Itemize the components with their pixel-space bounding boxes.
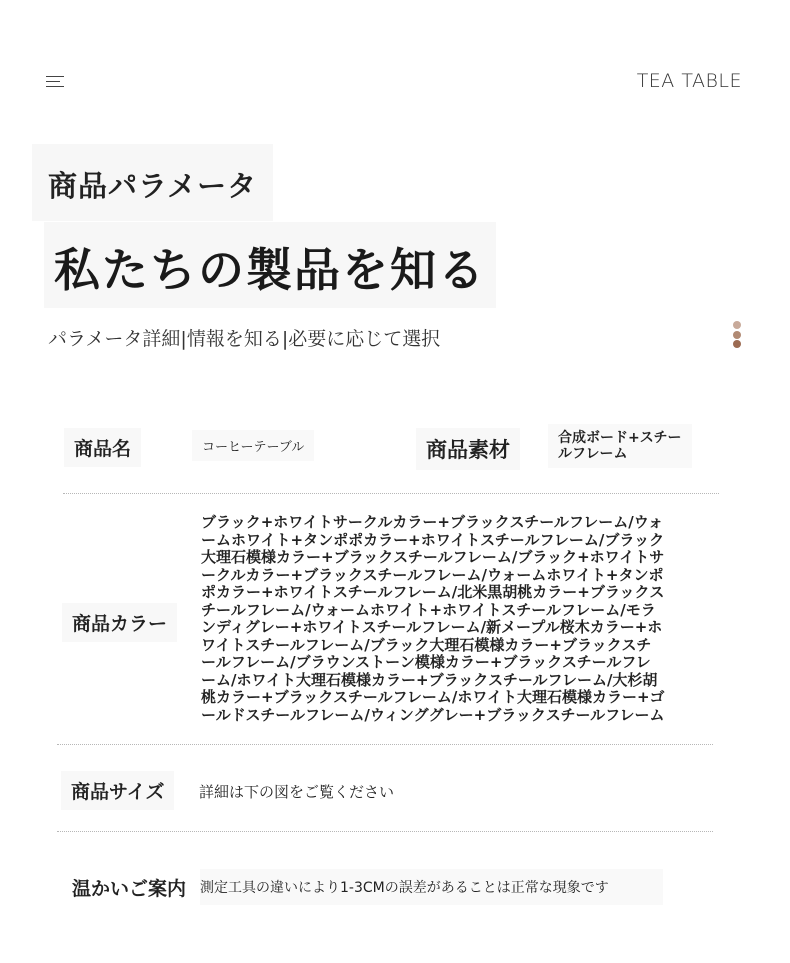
divider-2 bbox=[57, 744, 713, 745]
notice-label: 温かいご案内 bbox=[72, 878, 187, 900]
hero-subtitle: 商品パラメータ bbox=[32, 144, 273, 221]
product-color-value: ブラック+ホワイトサークルカラー+ブラックスチールフレーム/ウォームホワイト+タンポポカラー+ホワイトスチールフレーム/ブラック大理石模様カラー+ブラックスチールフレーム/ブラック+ホワイトサークルカラー+ブラックスチールフレーム/ウォームホワイト+タンポポカラー+ホワイトスチールフレーム/北米黒胡桃カラー+ブラックスチールフレーム/ウォームホワイト+ホワイトスチールフレーム/モランディグレー+ホワイトスチールフレーム/新メープル桜木カラー+ホワイトスチールフレーム/ブラック大理石模様カラー+ブラックスチールフレーム/ブラウンストーン模様カラー+ブラックスチールフレーム/ホワイト大理石模様カラー+ブラックスチールフレーム/大杉胡桃カラー+ブラックスチールフレーム/ホワイト大理石模様カラー+ゴールドスチールフレーム/ウィンググレー+ブラックスチールフレーム bbox=[201, 513, 665, 724]
product-color-label: 商品カラー bbox=[62, 603, 177, 642]
product-size-value: 詳細は下の図をご覧ください bbox=[199, 783, 395, 801]
divider-1 bbox=[63, 493, 719, 494]
product-material-value: 合成ボード+スチールフレーム bbox=[548, 424, 692, 468]
dot-1 bbox=[733, 321, 741, 329]
hero-title: 私たちの製品を知る bbox=[44, 222, 496, 308]
hamburger-menu-icon[interactable] bbox=[46, 76, 64, 88]
dot-3 bbox=[733, 340, 741, 348]
divider-3 bbox=[57, 831, 713, 832]
notice-value: 測定工具の違いにより1-3CMの誤差があることは正常な現象です bbox=[200, 869, 663, 905]
decorative-dots-icon bbox=[733, 321, 743, 350]
product-material-label: 商品素材 bbox=[416, 428, 520, 470]
dot-2 bbox=[733, 331, 741, 339]
brand-title: TEA TABLE bbox=[636, 70, 742, 92]
product-name-label: 商品名 bbox=[64, 428, 141, 467]
product-name-value: コーヒーテーブル bbox=[192, 430, 314, 461]
product-size-label: 商品サイズ bbox=[61, 771, 174, 810]
hero-tagline: パラメータ詳細|情報を知る|必要に応じて選択 bbox=[48, 328, 441, 350]
